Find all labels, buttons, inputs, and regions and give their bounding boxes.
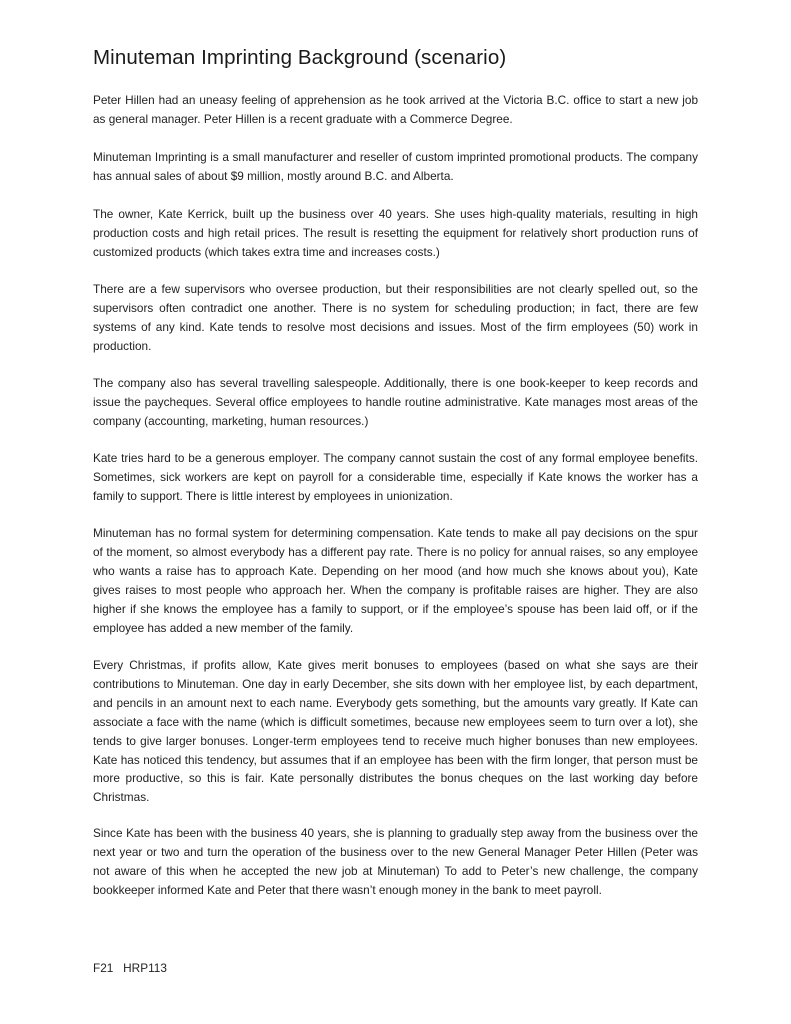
- paragraph-succession: Since Kate has been with the business 40 years, she is planning to gradually step away from the business over the next year or two and turn the operation of the business over to the new General Manager Peter Hillen (Peter was not aware of this when he accepted the new job at Minuteman) To add to Peter’s new challenge, the company bookkeeper informed Kate and Peter that there wasn’t enough money in the bank to meet payroll.: [93, 826, 698, 897]
- paragraph-staff: The company also has several travelling salespeople. Additionally, there is one book-keeper to keep records and issue the paycheques. Several office employees to handle routine administrative. Kate manages most areas of the company (accounting, marketing, human resources.): [93, 376, 698, 428]
- paragraph-owner: The owner, Kate Kerrick, built up the business over 40 years. She uses high-quality materials, resulting in high production costs and high retail prices. The result is resetting the equipment for relatively short production runs of customized products (which takes extra time and increases costs.): [93, 207, 698, 259]
- paragraph-supervisors: There are a few supervisors who oversee production, but their responsibilities are not clearly spelled out, so the supervisors often contradict one another. There is no system for scheduling production; in fact, there are few systems of any kind. Kate tends to resolve most decisions and issues. Most of the firm employees (50) work in production.: [93, 282, 698, 353]
- page-footer: F21 HRP113: [93, 961, 167, 975]
- paragraph-benefits: Kate tries hard to be a generous employer. The company cannot sustain the cost of any formal employee benefits. Sometimes, sick workers are kept on payroll for a considerable time, especially if Kate knows the worker has a family to support. There is little interest by employees in unionization.: [93, 451, 698, 503]
- paragraph-company: Minuteman Imprinting is a small manufacturer and reseller of custom imprinted promotional products. The company has annual sales of about $9 million, mostly around B.C. and Alberta.: [93, 150, 698, 183]
- paragraph-bonuses: Every Christmas, if profits allow, Kate gives merit bonuses to employees (based on what she says are their contributions to Minuteman. One day in early December, she sits down with her employee list, by each department, and pencils in an amount next to each name. Everybody gets something, but the amounts vary greatly. If Kate can associate a face with the name (which is difficult sometimes, because new employees seem to turn over a lot), she tends to give larger bonuses. Longer-term employees tend to receive much higher bonuses than new employees. Kate has noticed this tendency, but assumes that if an employee has been with the firm longer, that person must be more productive, so this is fair. Kate personally distributes the bonus cheques on the last working day before Christmas.: [93, 658, 698, 805]
- page-title: Minuteman Imprinting Background (scenario): [93, 46, 507, 69]
- paragraph-compensation: Minuteman has no formal system for determining compensation. Kate tends to make all pay decisions on the spur of the moment, so almost everybody has a different pay rate. There is no policy for annual raises, so any employee who wants a raise has to approach Kate. Depending on her mood (and how much she knows about you), Kate gives raises to most people who approach her. When the company is profitable raises are higher. They are also higher if she knows the employee has a family to support, or if the employee’s spouse has been laid off, or if the employee has added a new member of the family.: [93, 526, 698, 635]
- paragraph-intro: Peter Hillen had an uneasy feeling of apprehension as he took arrived at the Victoria B.C. office to start a new job as general manager. Peter Hillen is a recent graduate with a Commerce Degree.: [93, 93, 698, 126]
